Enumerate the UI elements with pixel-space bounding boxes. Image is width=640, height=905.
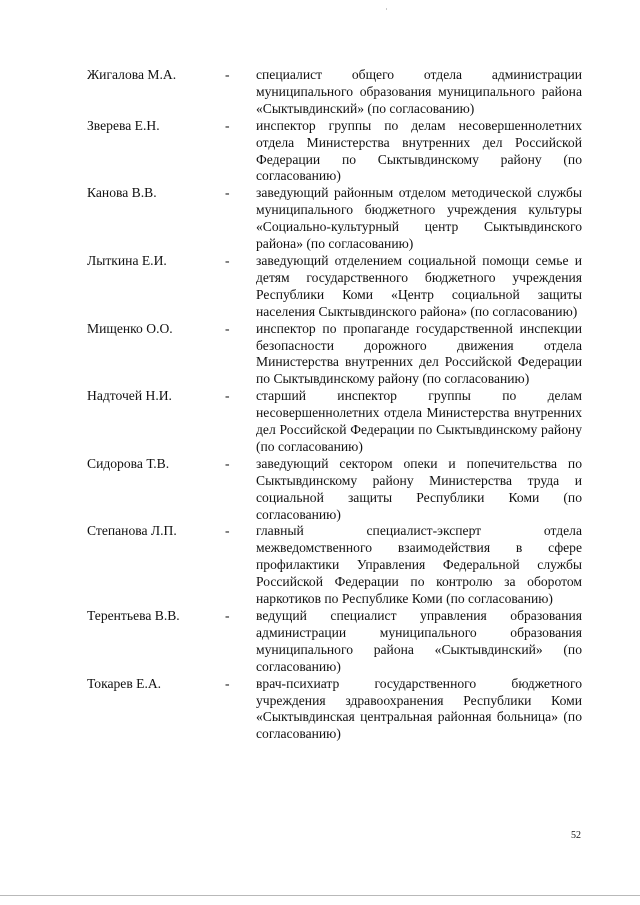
dash-separator: -: [225, 320, 230, 336]
member-description: главный специалист-эксперт отдела межведомственного взаимодействия в сфере профилактики Управления Федеральной службы Российской Федерации по контролю за оборотом наркотиков по Республике Коми (по согласованию): [256, 523, 582, 607]
dash-separator: -: [225, 675, 230, 691]
dash-separator: -: [225, 67, 230, 82]
member-name: Лыткина Е.И.: [87, 252, 167, 268]
member-name: Терентьева В.В.: [87, 608, 180, 623]
list-item: [87, 185, 587, 253]
member-description: ведущий специалист управления образования администрации муниципального образования муниципального района «Сыктывдинский» (по согласованию): [256, 608, 582, 674]
dash-separator: -: [225, 388, 230, 404]
scan-speck: [386, 8, 387, 10]
dash-separator: -: [225, 523, 230, 539]
member-description: специалист общего отдела администрации муниципального образования муниципального района «Сыктывдинский» (по согласованию): [256, 67, 582, 116]
member-name: Токарев Е.А.: [87, 675, 162, 691]
page-number: 52: [571, 830, 581, 841]
member-name: Канова В.В.: [87, 185, 157, 201]
list-item: [87, 321, 587, 389]
member-description: инспектор группы по делам несовершеннолетних отдела Министерства внутренних дел Российской Федерации по Сыктывдинскому району (по согласованию): [256, 117, 582, 184]
dash-separator: -: [225, 185, 230, 201]
member-description: инспектор по пропаганде государственной инспекции безопасности дорожного движения отдела Министерства внутренних дел Российской Федерации по Сыктывдинскому району (по согласованию): [256, 320, 582, 387]
list-item: [87, 676, 587, 744]
member-description: заведующий сектором опеки и попечительства по Сыктывдинскому району Министерства труда и социальной защиты Республики Коми (по согласованию): [256, 455, 582, 522]
member-name: Сидорова Т.В.: [87, 455, 170, 471]
member-description: старший инспектор группы по делам несовершеннолетних отдела Министерства внутренних дел Российской Федерации по Сыктывдинскому району (по согласованию): [256, 388, 582, 454]
list-item: [87, 67, 587, 118]
list-item: [87, 253, 587, 321]
list-item: [87, 523, 587, 608]
list-item: [87, 608, 587, 676]
member-name: Зверева Е.Н.: [87, 117, 160, 133]
member-description: врач-психиатр государственного бюджетного учреждения здравоохранения Республики Коми «Сыктывдинская центральная районная больница» (по согласованию): [256, 675, 582, 742]
list-item: [87, 388, 587, 456]
dash-separator: -: [225, 608, 230, 623]
member-name: Степанова Л.П.: [87, 523, 177, 539]
dash-separator: -: [225, 455, 230, 471]
member-name: Жигалова М.А.: [87, 67, 177, 82]
list-item: [87, 456, 587, 524]
dash-separator: -: [225, 252, 230, 268]
bottom-rule: [0, 895, 640, 896]
dash-separator: -: [225, 117, 230, 133]
member-name: Мищенко О.О.: [87, 320, 173, 336]
member-name: Надточей Н.И.: [87, 388, 172, 404]
member-list: [87, 67, 587, 743]
member-description: заведующий отделением социальной помощи семье и детям государственного бюджетного учреждения Республики Коми «Центр социальной защиты населения Сыктывдинского района» (по согласованию): [256, 252, 582, 319]
member-description: заведующий районным отделом методической службы муниципального бюджетного учреждения культуры «Социально-культурный центр Сыктывдинского района» (по согласованию): [256, 185, 582, 252]
list-item: [87, 118, 587, 186]
